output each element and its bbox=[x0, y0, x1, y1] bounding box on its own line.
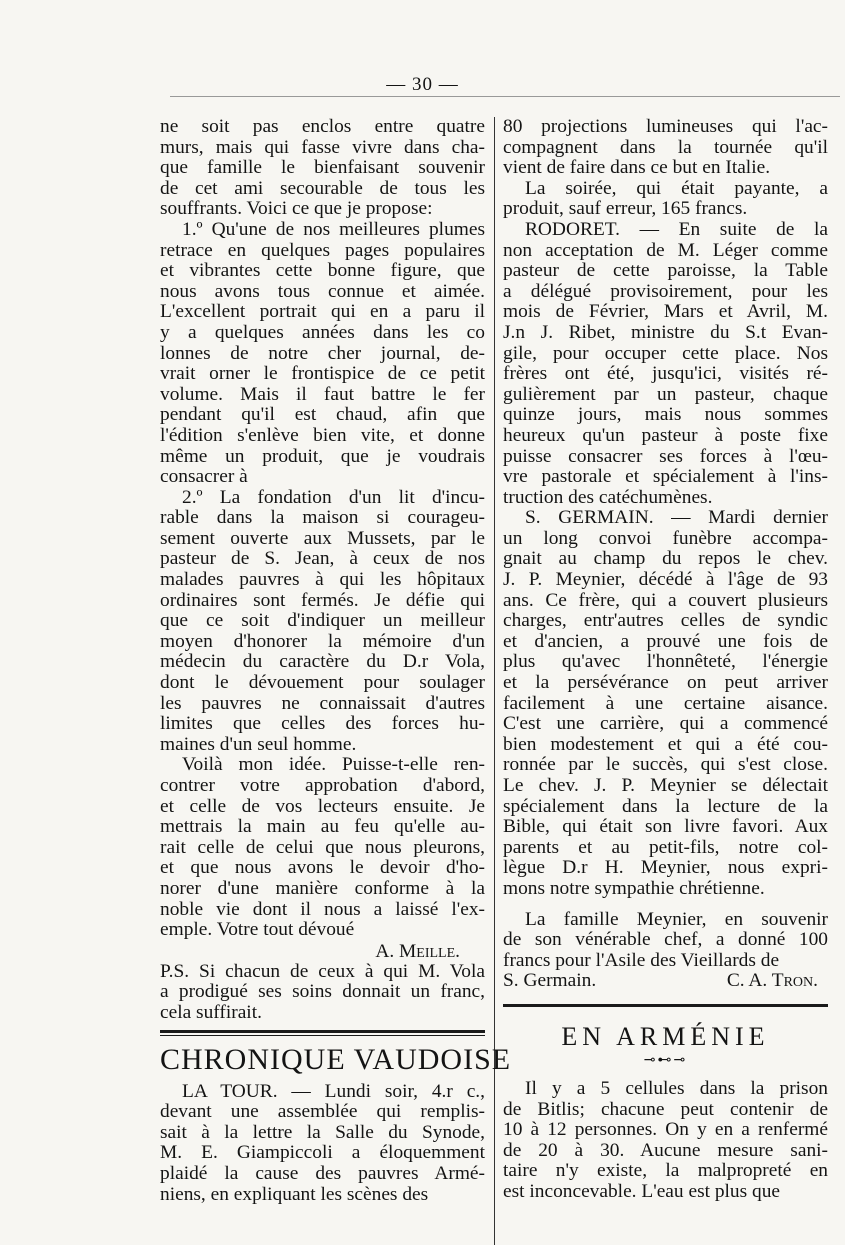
text-line: LA TOUR. — Lundi soir, 4.r c., bbox=[182, 1080, 485, 1102]
paragraph bbox=[503, 220, 828, 508]
text-line: S. GERMAIN. — Mardi dernier bbox=[525, 507, 828, 529]
text-line: de 20 à 30. Aucune mesure sani- bbox=[503, 1139, 828, 1161]
text-line: maines d'un seul homme. bbox=[160, 733, 357, 755]
text-line: francs pour l'Asile des Vieillards de bbox=[503, 949, 780, 971]
text-line: l'édition s'enlève bien vite, et donne bbox=[160, 424, 485, 446]
paragraph bbox=[503, 910, 828, 972]
text-line: les pauvres ne connaissait d'autres bbox=[160, 692, 485, 714]
section-rule bbox=[503, 1004, 828, 1007]
text-line: lègue D.r H. Meynier, nous expri- bbox=[503, 857, 828, 879]
paragraph bbox=[160, 117, 485, 220]
paragraph bbox=[160, 220, 485, 488]
section-rule bbox=[160, 1030, 485, 1033]
text-line: facilement à une certaine aisance. bbox=[503, 692, 828, 714]
text-line: 10 à 12 personnes. On y en a renfermé bbox=[503, 1119, 828, 1141]
text-line: La soirée, qui était payante, a bbox=[525, 177, 828, 199]
text-line: quinze jours, mais nous sommes bbox=[503, 404, 828, 426]
text-line: murs, mais qui fasse vivre dans cha- bbox=[160, 136, 485, 158]
text-line: est inconcevable. L'eau est plus que bbox=[503, 1180, 781, 1202]
signature: A. Meille. bbox=[375, 940, 460, 962]
text-line: parents et au petit-fils, notre col- bbox=[503, 836, 828, 858]
place-name: S. Germain. bbox=[503, 970, 597, 992]
text-line: RODORET. — En suite de la bbox=[525, 218, 828, 240]
paragraph bbox=[160, 488, 485, 756]
text-line: que famille le bienfaisant souvenir bbox=[160, 157, 485, 179]
text-line: truction des catéchumènes. bbox=[503, 486, 713, 508]
page-number: — 30 — bbox=[386, 74, 459, 95]
paragraph bbox=[503, 508, 828, 899]
text-line: vre pastorale et spécialement à l'ins- bbox=[503, 466, 828, 488]
text-line: bien modestement et qui a été cou- bbox=[503, 733, 828, 755]
text-line: gulièrement par un pasteur, chaque bbox=[503, 383, 828, 405]
text-line: 80 projections lumineuses qui l'ac- bbox=[503, 116, 828, 137]
text-line: médecin du caractère du D.r Vola, bbox=[160, 651, 485, 673]
text-line: dont le dévouement pour soulager bbox=[160, 672, 485, 694]
text-line: La famille Meynier, en souvenir bbox=[525, 908, 828, 930]
text-line: lonnes de notre cher journal, de- bbox=[160, 342, 485, 364]
text-line: rait celle de celui que nous pleurons, bbox=[160, 836, 485, 858]
section-title: EN ARMÉNIE bbox=[561, 1021, 770, 1051]
text-line: même un produit, que je voudrais bbox=[160, 445, 485, 467]
text-line: mons notre sympathie chrétienne. bbox=[503, 877, 765, 899]
text-line: moyen d'honorer la mémoire d'un bbox=[160, 630, 485, 652]
text-line: ordinaires sont fermés. Je défie qui bbox=[160, 589, 485, 611]
text-line: et vibrantes cette bonne figure, que bbox=[160, 260, 485, 282]
text-line: et la persévérance on peut arriver bbox=[503, 672, 828, 694]
text-line: de son vénérable chef, a donné 100 bbox=[503, 929, 828, 951]
section-title: CHRONIQUE VAUDOISE bbox=[160, 1042, 512, 1076]
text-line: J. P. Meynier, décédé à l'âge de 93 bbox=[503, 569, 828, 591]
text-line: Voilà mon idée. Puisse-t-elle ren- bbox=[182, 754, 485, 776]
text-line: et que nous avons le devoir d'ho- bbox=[160, 857, 485, 879]
paragraph bbox=[503, 1079, 828, 1203]
text-line: souffrants. Voici ce que je propose: bbox=[160, 198, 433, 220]
paragraph-end bbox=[503, 971, 828, 992]
text-line: limites que celles des forces hu- bbox=[160, 713, 485, 735]
paragraph bbox=[160, 1082, 485, 1206]
text-line: ne soit pas enclos entre quatre bbox=[160, 116, 485, 137]
text-line: gnait au champ du repos le chev. bbox=[503, 548, 828, 570]
text-line: et d'ancien, a prouvé une fois de bbox=[503, 630, 828, 652]
text-line: a délégué provisoirement, pour les bbox=[503, 280, 828, 302]
text-line: mettrais la main au feu qu'elle au- bbox=[160, 816, 485, 838]
header-rule bbox=[170, 96, 840, 97]
text-line: volume. Mais il faut battre le fer bbox=[160, 383, 485, 405]
paragraph bbox=[503, 117, 828, 179]
text-line: heureux qu'un pasteur à poste fixe bbox=[503, 424, 828, 446]
text-line: J.n J. Ribet, ministre du S.t Evan- bbox=[503, 321, 828, 343]
text-line: malades pauvres à qui les hôpitaux bbox=[160, 569, 485, 591]
text-line: rable dans la maison si courageu- bbox=[160, 507, 485, 529]
postscript bbox=[160, 962, 485, 1024]
left-column bbox=[160, 116, 512, 1205]
text-line: y a quelques années dans les co bbox=[160, 321, 485, 343]
text-line: frères ont été, jusqu'ici, visités ré- bbox=[503, 363, 828, 385]
text-line: vient de faire dans ce but en Italie. bbox=[503, 157, 771, 179]
text-line: produit, sauf erreur, 165 francs. bbox=[503, 198, 748, 220]
text-line: Il y a 5 cellules dans la prison bbox=[525, 1077, 828, 1099]
text-line: spécialement dans la lecture de la bbox=[503, 795, 828, 817]
text-line: mois de Février, Mars et Avril, M. bbox=[503, 301, 828, 323]
text-line: et celle de vos lecteurs ensuite. Je bbox=[160, 795, 485, 817]
text-line: L'excellent portrait qui en a paru il bbox=[160, 301, 485, 323]
text-line: charges, entr'autres celles de syndic bbox=[503, 610, 828, 632]
right-column bbox=[503, 117, 828, 1203]
text-line: 1.º Qu'une de nos meilleures plumes bbox=[182, 218, 485, 240]
text-line: sement ouverte aux Mussets, par le bbox=[160, 527, 485, 549]
text-line: C'est une carrière, qui a commencé bbox=[503, 713, 828, 735]
text-line: retrace en quelques pages populaires bbox=[160, 239, 485, 261]
text-line: pendant qu'il est chaud, afin que bbox=[160, 404, 485, 426]
text-line: Le chev. J. P. Meynier se délectait bbox=[503, 775, 828, 796]
text-line: sait à la lettre la Salle du Synode, bbox=[160, 1121, 485, 1143]
text-line: P.S. Si chacun de ceux à qui M. Vola bbox=[160, 960, 485, 982]
text-line: consacrer à bbox=[160, 466, 248, 488]
text-line: de Bitlis; chacune peut contenir de bbox=[503, 1098, 828, 1120]
paragraph bbox=[160, 755, 485, 940]
text-line: un long convoi funèbre accompa- bbox=[503, 527, 828, 549]
text-line: vrait orner le frontispice de ce petit bbox=[160, 363, 485, 385]
text-line: emple. Votre tout dévoué bbox=[160, 919, 355, 941]
section-rule-thin bbox=[160, 1035, 485, 1036]
text-line: pasteur de cette paroisse, la Table bbox=[503, 260, 828, 282]
text-line: cela suffirait. bbox=[160, 1001, 262, 1023]
paragraph bbox=[503, 179, 828, 220]
text-line: plus qu'avec l'honnêteté, l'énergie bbox=[503, 651, 828, 673]
text-line: noble vie dont il nous a laissé l'ex- bbox=[160, 898, 485, 920]
text-line: pasteur de S. Jean, à ceux de nos bbox=[160, 548, 485, 570]
text-line: devant une assemblée qui remplis- bbox=[160, 1101, 485, 1123]
text-line: ans. Ce frère, qui a couvert plusieurs bbox=[503, 589, 828, 611]
text-line: gile, pour occuper cette place. Nos bbox=[503, 342, 828, 364]
text-line: ronnée par le succès, qui s'est close. bbox=[503, 754, 828, 776]
text-line: nous avons tous connue et aimée. bbox=[160, 280, 485, 302]
signature: C. A. Tron. bbox=[726, 970, 818, 992]
text-line: non acceptation de M. Léger comme bbox=[503, 239, 828, 261]
text-line: contrer votre approbation d'abord, bbox=[160, 775, 485, 796]
ornament-icon: ⊸⊷⊸ bbox=[643, 1052, 688, 1068]
text-line: norer d'une manière conforme à la bbox=[160, 877, 485, 899]
text-line: M. E. Giampiccoli a éloquemment bbox=[160, 1142, 485, 1164]
text-line: plaidé la cause des pauvres Armé- bbox=[160, 1162, 485, 1184]
text-line: a prodigué ses soins donnait un franc, bbox=[160, 981, 485, 1003]
text-line: de cet ami secourable de tous les bbox=[160, 177, 485, 199]
text-line: Bible, qui était son livre favori. Aux bbox=[503, 816, 828, 838]
text-line: 2.º La fondation d'un lit d'incu- bbox=[182, 486, 485, 508]
text-line: taire n'y existe, la malpropreté en bbox=[503, 1160, 828, 1182]
text-line: niens, en expliquant les scènes des bbox=[160, 1183, 429, 1205]
text-line: que ce soit d'indiquer un meilleur bbox=[160, 610, 485, 632]
text-line: compagnent dans la tournée qu'il bbox=[503, 136, 828, 158]
text-line: puisse consacrer ses forces à l'œu- bbox=[503, 445, 828, 467]
